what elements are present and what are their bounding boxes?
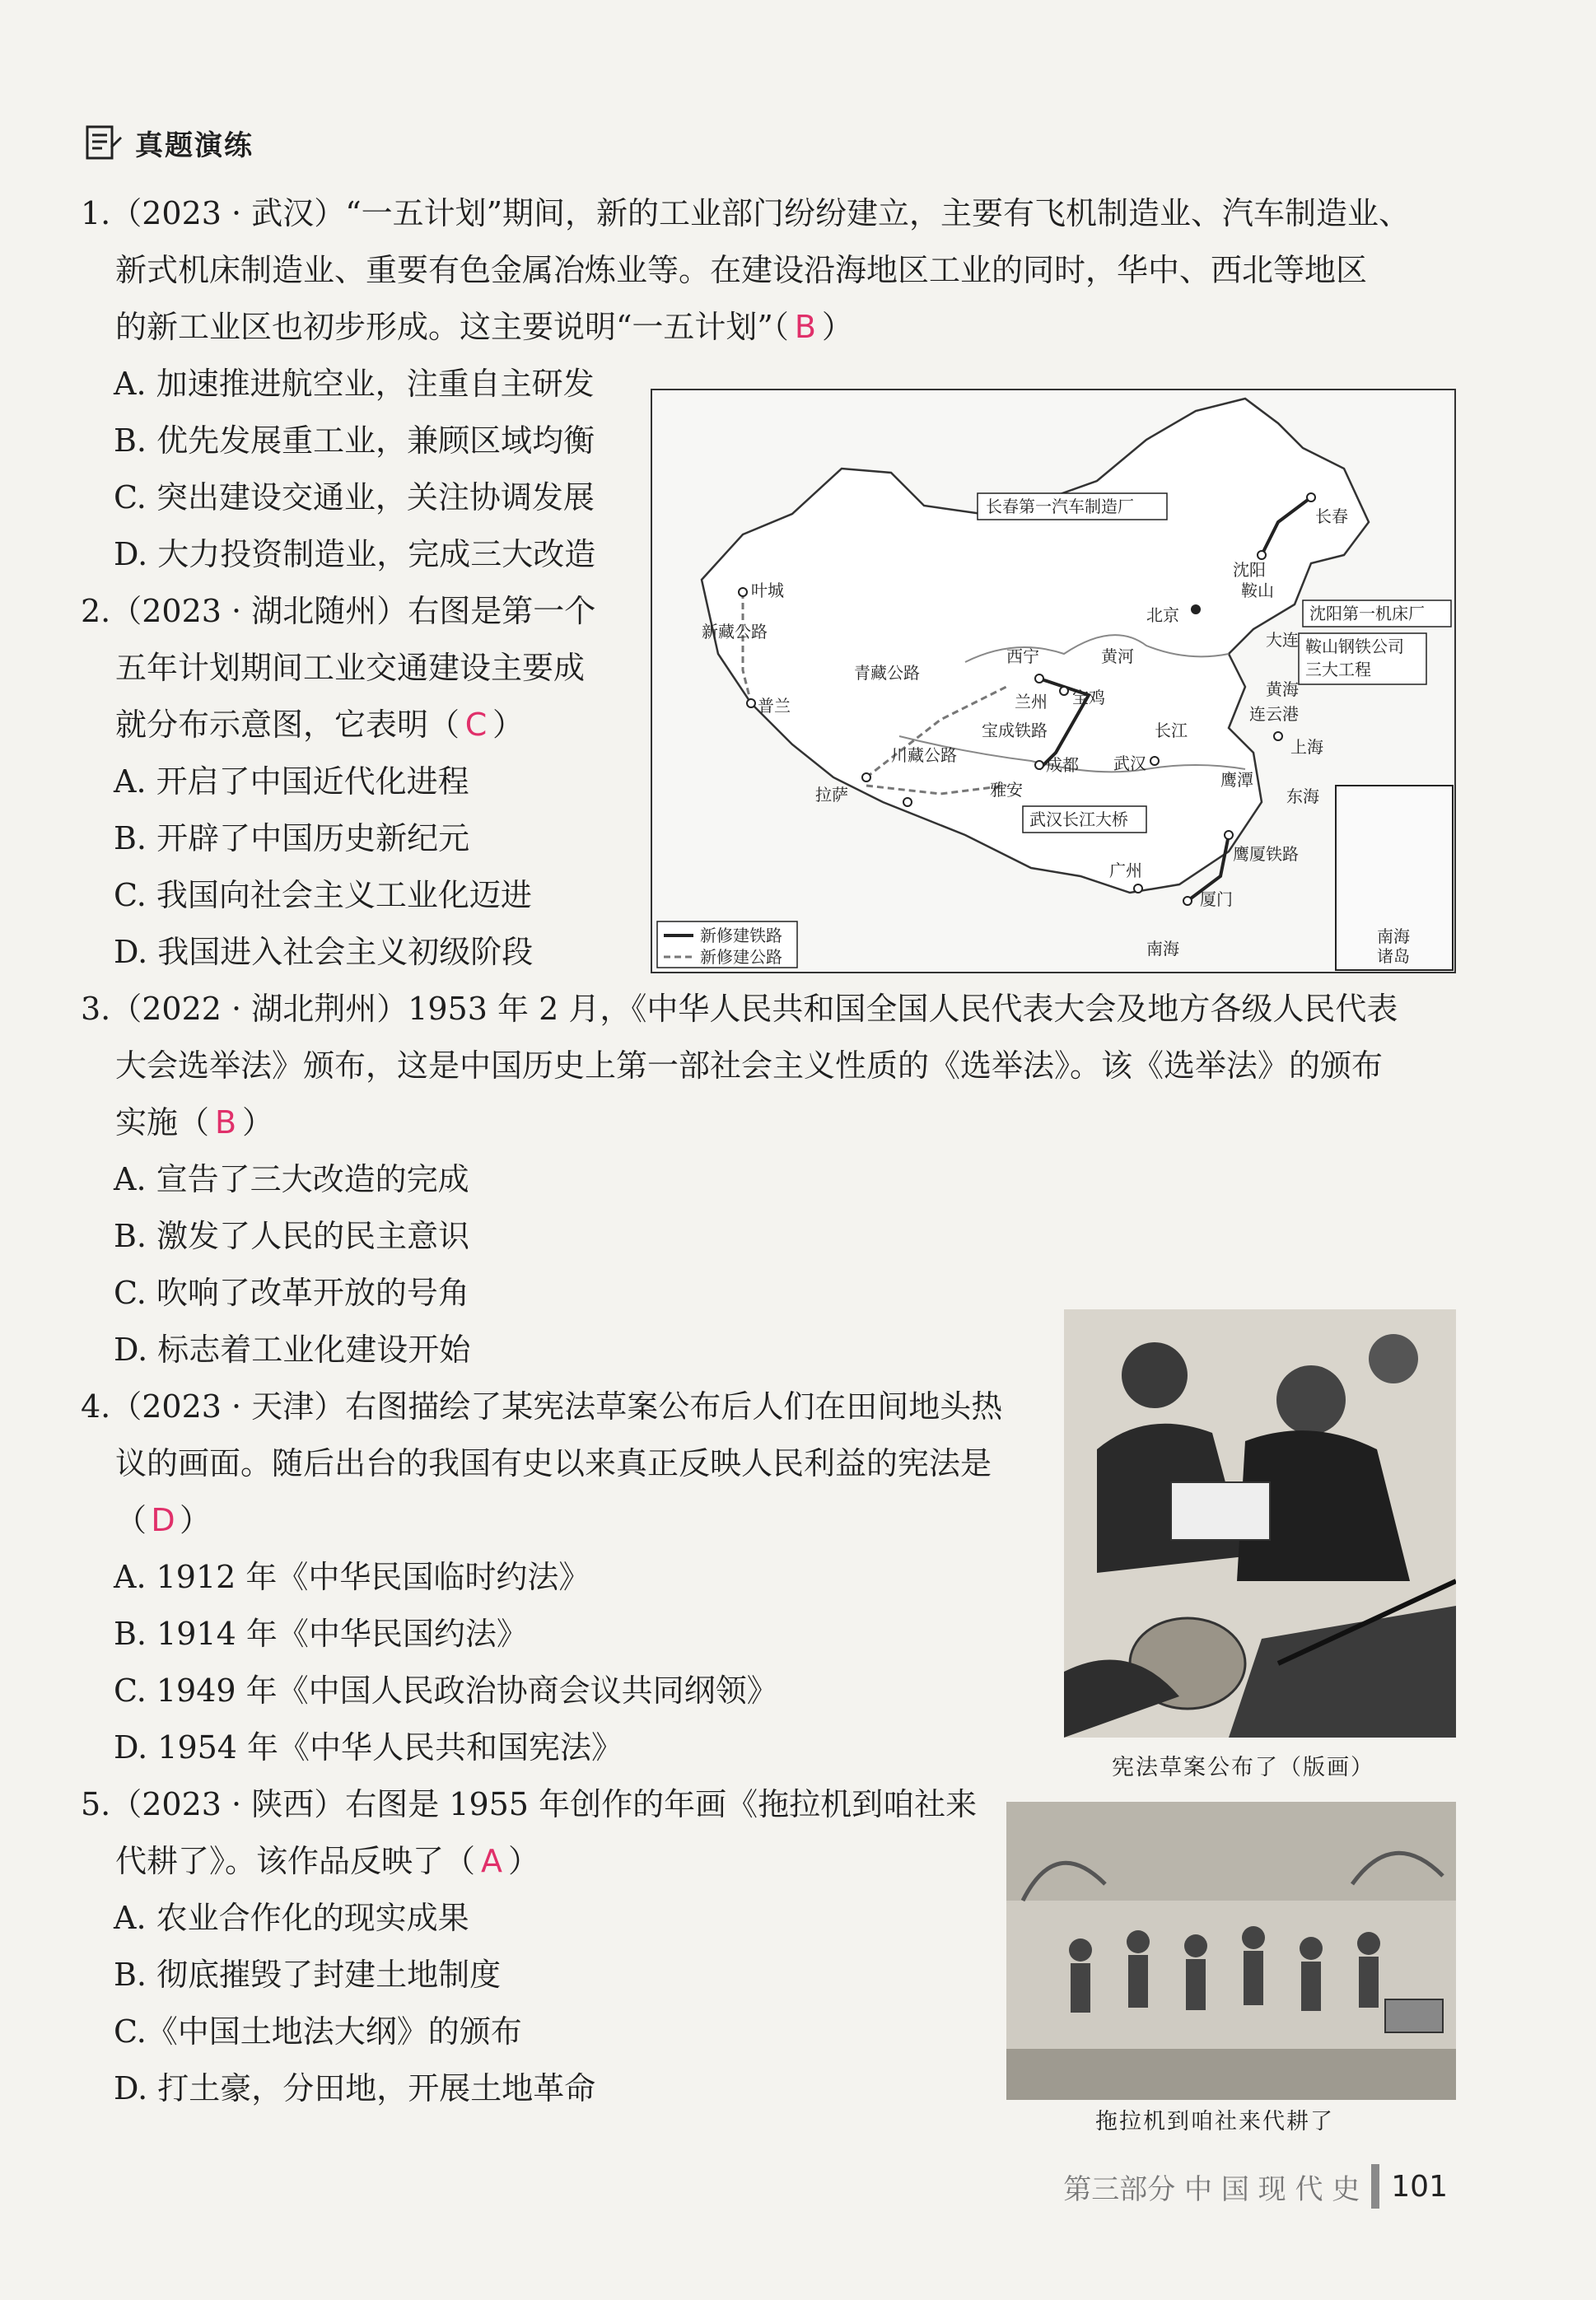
city-dot: [862, 773, 870, 781]
map-label: 黄河: [1101, 646, 1134, 666]
woodcut-print-figure: [1064, 1309, 1456, 1738]
option-a: A. 加速推进航空业，注重自主研发: [114, 366, 595, 402]
city-dot: [1183, 897, 1192, 905]
map-label: 东海: [1286, 786, 1319, 806]
stem-text: 实施（: [115, 1104, 210, 1141]
question-stem-line: 议的画面。随后出台的我国有史以来真正反映人民利益的宪法是: [115, 1445, 992, 1481]
question-stem-line: 就分布示意图，它表明（ C ）: [115, 707, 525, 743]
answer-mark: D: [151, 1502, 175, 1538]
map-label: 武汉: [1113, 753, 1146, 773]
option-c: C. 突出建设交通业，关注协调发展: [114, 479, 595, 516]
question-stem-line: 实施（ B ）: [115, 1104, 274, 1141]
city-dot: [1150, 757, 1159, 765]
map-label: 拉萨: [815, 785, 848, 805]
option-c: C. 1949 年《中国人民政治协商会议共同纲领》: [114, 1673, 778, 1709]
map-label: 鞍山: [1241, 581, 1274, 600]
industry-map-figure: [651, 389, 1456, 973]
map-label: 宝成铁路: [982, 721, 1048, 740]
answer-mark: B: [214, 1104, 237, 1141]
option-d: D. 打土豪，分田地，开展土地革命: [114, 2070, 596, 2106]
map-label: 上海: [1290, 737, 1323, 757]
question-stem-line: 的新工业区也初步形成。这主要说明“一五计划”（ B ）: [115, 309, 853, 345]
map-label: 黄海: [1266, 679, 1299, 699]
painting-illustration: [1006, 1802, 1456, 2100]
woodcut-illustration: [1064, 1309, 1456, 1738]
option-d: D. 标志着工业化建设开始: [114, 1332, 471, 1368]
option-d: D. 大力投资制造业，完成三大改造: [114, 536, 596, 572]
china-map: [652, 390, 1454, 972]
question-stem-line: （ D ）: [115, 1502, 212, 1538]
city-dot: [1060, 687, 1068, 695]
map-label: 长春: [1315, 506, 1348, 526]
notebook-icon: [82, 122, 124, 163]
map-label: 成都: [1046, 755, 1079, 775]
city-dot: [747, 699, 755, 707]
map-label: 长江: [1155, 721, 1188, 740]
stem-text: 就分布示意图，它表明（: [115, 707, 460, 743]
city-dot: [903, 798, 912, 806]
option-d: D. 我国进入社会主义初级阶段: [114, 934, 534, 970]
question-stem-line: 1.（2023 · 武汉）“一五计划”期间，新的工业部门纷纷建立，主要有飞机制造业、汽车制造业、: [81, 195, 1411, 231]
question-stem-line: 3.（2022 · 湖北荆州）1953 年 2 月，《中华人民共和国全国人民代表大会及地方各级人民代表: [81, 991, 1398, 1027]
option-b: B. 激发了人民的民主意识: [114, 1218, 470, 1254]
map-label: 鹰潭: [1220, 770, 1253, 790]
map-label: 叶城: [751, 581, 784, 600]
page-footer: [1063, 2164, 1448, 2209]
figure-caption: 拖拉机到咱社来代耕了: [1095, 2109, 1334, 2134]
question-stem-line: 五年计划期间工业交通建设主要成: [115, 650, 586, 686]
map-label: 川藏公路: [891, 745, 957, 765]
footer-divider: [1371, 2164, 1379, 2209]
map-label: 鞍山钢铁公司: [1305, 637, 1404, 656]
map-label: 雅安: [990, 780, 1023, 800]
option-d: D. 1954 年《中华人民共和国宪法》: [114, 1729, 623, 1766]
legend-label: 新修建铁路: [700, 926, 782, 945]
map-label: 诸岛: [1377, 946, 1410, 966]
map-label: 厦门: [1200, 889, 1233, 909]
stem-text: 代耕了》。该作品反映了（: [115, 1843, 476, 1879]
stem-text: 的新工业区也初步形成。这主要说明“一五计划”（: [115, 309, 789, 345]
city-dot: [1035, 674, 1043, 683]
map-label: 宝鸡: [1072, 688, 1105, 707]
city-dot: [1225, 831, 1233, 839]
option-c: C. 我国向社会主义工业化迈进: [114, 877, 532, 913]
city-dot: [739, 588, 747, 596]
question-stem-line: 2.（2023 · 湖北随州）右图是第一个: [81, 593, 596, 629]
city-dot: [1274, 732, 1282, 740]
option-a: A. 开启了中国近代化进程: [114, 763, 469, 800]
question-stem-line: 4.（2023 · 天津）右图描绘了某宪法草案公布后人们在田间地头热: [81, 1388, 1003, 1425]
answer-mark: C: [464, 707, 488, 743]
option-a: A. 农业合作化的现实成果: [114, 1900, 469, 1936]
map-label: 大连: [1266, 630, 1299, 650]
stem-text: （: [115, 1502, 147, 1538]
new-year-painting-figure: [1006, 1802, 1456, 2100]
option-c: C. 吹响了改革开放的号角: [114, 1275, 469, 1311]
city-dot: [1307, 493, 1315, 502]
city-dot: [1258, 551, 1266, 559]
page-number: 101: [1391, 2169, 1448, 2204]
map-label: 青藏公路: [854, 663, 920, 683]
map-label: 连云港: [1249, 704, 1299, 724]
footer-section: 第三部分 中 国 现 代 史: [1063, 2172, 1360, 2206]
map-label: 三大工程: [1305, 660, 1371, 679]
question-stem-line: 代耕了》。该作品反映了（ A ）: [115, 1843, 540, 1879]
map-label: 广州: [1109, 861, 1142, 880]
map-label: 南海: [1377, 926, 1410, 946]
option-b: B. 彻底摧毁了封建土地制度: [114, 1957, 502, 1993]
map-label: 鹰厦铁路: [1233, 844, 1299, 864]
question-stem-line: 大会选举法》颁布，这是中国历史上第一部社会主义性质的《选举法》。该《选举法》的颁布: [115, 1047, 1384, 1084]
question-stem-line: 新式机床制造业、重要有色金属冶炼业等。在建设沿海地区工业的同时，华中、西北等地区: [115, 252, 1368, 288]
map-label: 普兰: [758, 696, 791, 716]
figure-caption: 宪法草案公布了（版画）: [1112, 1755, 1374, 1780]
map-label: 长春第一汽车制造厂: [986, 497, 1134, 516]
map-label: 沈阳第一机床厂: [1309, 604, 1425, 623]
city-dot: [1035, 761, 1043, 769]
section-title: 真题演练: [135, 128, 254, 162]
map-label: 沈阳: [1233, 560, 1266, 580]
question-stem-line: 5.（2023 · 陕西）右图是 1955 年创作的年画《拖拉机到咱社来: [81, 1786, 978, 1822]
section-header: [82, 122, 254, 163]
answer-mark: A: [481, 1843, 503, 1879]
option-a: A. 1912 年《中华民国临时约法》: [114, 1559, 590, 1595]
option-a: A. 宣告了三大改造的完成: [114, 1161, 469, 1197]
map-label: 武汉长江大桥: [1029, 809, 1128, 829]
map-label: 南海: [1146, 939, 1179, 959]
beijing-dot: [1191, 604, 1201, 614]
map-label: 北京: [1146, 605, 1179, 625]
legend-label: 新修建公路: [700, 947, 782, 967]
option-b: B. 1914 年《中华民国约法》: [114, 1616, 528, 1652]
map-label: 兰州: [1015, 692, 1048, 711]
map-label: 新藏公路: [702, 622, 768, 641]
option-b: B. 优先发展重工业，兼顾区域均衡: [114, 422, 595, 459]
city-dot: [1134, 884, 1142, 893]
map-label: 西宁: [1006, 646, 1039, 666]
answer-mark: B: [794, 309, 816, 345]
option-c: C.《中国土地法大纲》的颁布: [114, 2013, 522, 2050]
option-b: B. 开辟了中国历史新纪元: [114, 820, 470, 856]
